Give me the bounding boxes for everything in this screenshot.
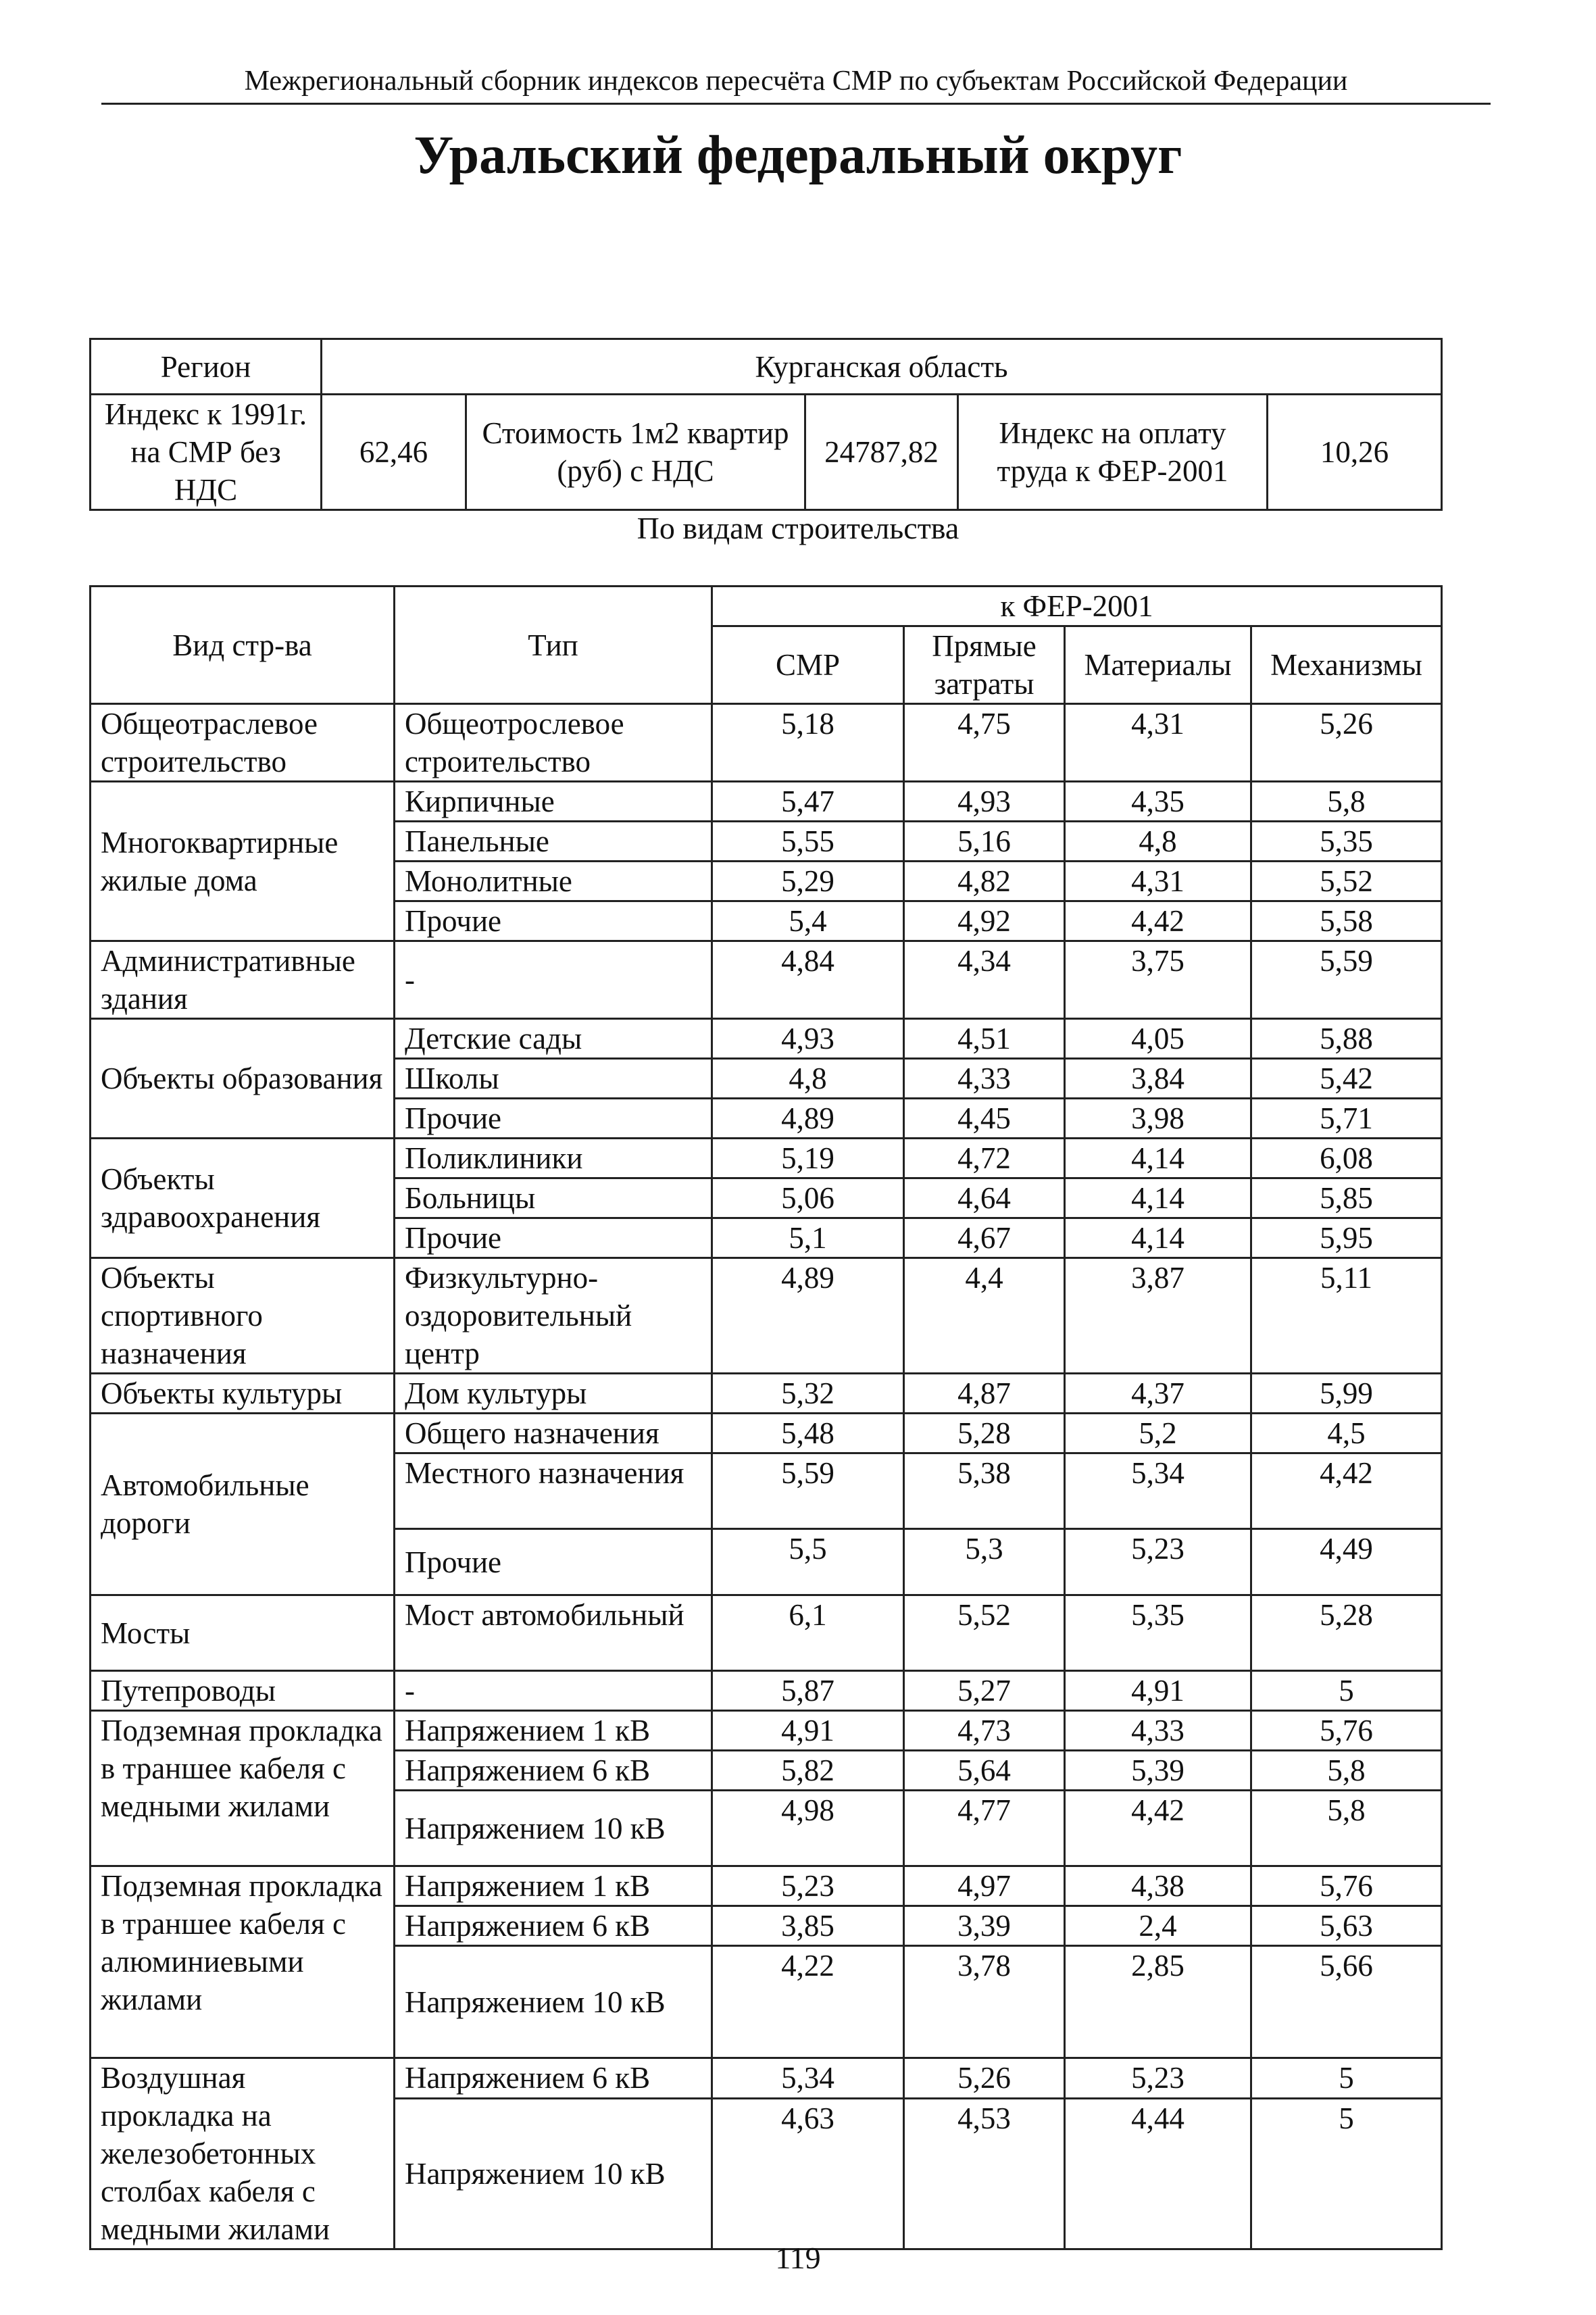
smr-value-cell: 4,22 [712,1946,904,2058]
construction-type-cell: Кирпичные [395,782,712,822]
construction-kind-cell: Многоквартирные жилые дома [91,782,395,941]
machines-value-cell: 5,35 [1251,822,1442,862]
smr-value-cell: 5,47 [712,782,904,822]
table-row [91,1258,1442,1374]
region-summary-table [89,338,1443,511]
machines-value-cell: 5,99 [1251,1374,1442,1414]
construction-kind-cell: Подземная прокладка в траншее кабеля с медными жилами [91,1711,395,1866]
construction-type-cell: Общеотрослевое строительство [395,704,712,782]
materials-value-cell: 4,91 [1065,1671,1251,1711]
header-kind: Вид стр-ва [91,587,395,704]
table-row [91,1711,1442,1751]
smr-value-cell: 5,23 [712,1866,904,1906]
machines-value-cell: 5,63 [1251,1906,1442,1946]
materials-value-cell: 4,44 [1065,2098,1251,2249]
construction-type-cell: Прочие [395,1218,712,1258]
direct-costs-value-cell: 4,92 [904,901,1065,941]
smr-value-cell: 4,98 [712,1791,904,1866]
table-row [91,1866,1442,1906]
machines-value-cell: 5,28 [1251,1595,1442,1671]
materials-value-cell: 2,4 [1065,1906,1251,1946]
header-smr: СМР [712,626,904,704]
materials-value-cell: 3,98 [1065,1099,1251,1139]
construction-type-cell: Напряжением 6 кВ [395,1751,712,1791]
direct-costs-value-cell: 5,52 [904,1595,1065,1671]
header-type: Тип [395,587,712,704]
wage-index-label: Индекс на оплату труда к ФЕР-2001 [958,395,1268,510]
smr-value-cell: 4,63 [712,2098,904,2249]
direct-costs-value-cell: 5,27 [904,1671,1065,1711]
table-row [91,1595,1442,1671]
direct-costs-value-cell: 4,72 [904,1139,1065,1178]
table-row [91,1374,1442,1414]
cost-label: Стоимость 1м2 квартир (руб) с НДС [466,395,805,510]
smr-value-cell: 5,59 [712,1453,904,1529]
table-row [91,782,1442,822]
machines-value-cell: 4,42 [1251,1453,1442,1529]
smr-value-cell: 5,32 [712,1374,904,1414]
direct-costs-value-cell: 4,33 [904,1059,1065,1099]
direct-costs-value-cell: 4,97 [904,1866,1065,1906]
materials-value-cell: 4,14 [1065,1139,1251,1178]
table-row [91,1019,1442,1059]
smr-value-cell: 5,82 [712,1751,904,1791]
direct-costs-value-cell: 4,34 [904,941,1065,1019]
smr-value-cell: 5,18 [712,704,904,782]
section-caption: По видам строительства [637,511,959,545]
construction-type-cell: Больницы [395,1178,712,1218]
header-direct-costs: Прямые затраты [904,626,1065,704]
smr-value-cell: 5,19 [712,1139,904,1178]
direct-costs-value-cell: 5,38 [904,1453,1065,1529]
materials-value-cell: 5,23 [1065,1529,1251,1595]
direct-costs-value-cell: 4,45 [904,1099,1065,1139]
table-row [91,2058,1442,2099]
materials-value-cell: 4,37 [1065,1374,1251,1414]
materials-value-cell: 5,23 [1065,2058,1251,2099]
machines-value-cell: 5,95 [1251,1218,1442,1258]
construction-type-cell: Мост автомобильный [395,1595,712,1671]
direct-costs-value-cell: 4,87 [904,1374,1065,1414]
table-row [91,1671,1442,1711]
running-header: Межрегиональный сборник индексов пересчёта СМР по субъектам Российской Федерации [101,59,1491,105]
direct-costs-value-cell: 3,78 [904,1946,1065,2058]
machines-value-cell: 5,11 [1251,1258,1442,1374]
cost-value: 24787,82 [805,395,958,510]
table-row [91,1414,1442,1453]
direct-costs-value-cell: 5,26 [904,2058,1065,2099]
machines-value-cell: 5,59 [1251,941,1442,1019]
materials-value-cell: 2,85 [1065,1946,1251,2058]
materials-value-cell: 5,35 [1065,1595,1251,1671]
direct-costs-value-cell: 4,51 [904,1019,1065,1059]
materials-value-cell: 4,33 [1065,1711,1251,1751]
construction-type-cell: Панельные [395,822,712,862]
machines-value-cell: 5,76 [1251,1866,1442,1906]
direct-costs-value-cell: 4,64 [904,1178,1065,1218]
smr-value-cell: 4,8 [712,1059,904,1099]
smr-value-cell: 5,06 [712,1178,904,1218]
smr-value-cell: 5,29 [712,862,904,901]
materials-value-cell: 5,2 [1065,1414,1251,1453]
smr-value-cell: 5,87 [712,1671,904,1711]
construction-kind-cell: Воздушная прокладка на железобетонных столбах кабеля с медными жилами [91,2058,395,2249]
direct-costs-value-cell: 4,82 [904,862,1065,901]
construction-kind-cell: Объекты спортивного назначения [91,1258,395,1374]
direct-costs-value-cell: 4,73 [904,1711,1065,1751]
direct-costs-value-cell: 4,53 [904,2098,1065,2249]
machines-value-cell: 5,8 [1251,782,1442,822]
construction-type-cell: Напряжением 10 кВ [395,1791,712,1866]
construction-type-cell: Общего назначения [395,1414,712,1453]
materials-value-cell: 5,39 [1065,1751,1251,1791]
index-label: Индекс к 1991г. на СМР без НДС [91,395,322,510]
materials-value-cell: 4,42 [1065,1791,1251,1866]
direct-costs-value-cell: 4,4 [904,1258,1065,1374]
construction-kind-cell: Общеотраслевое строительство [91,704,395,782]
machines-value-cell: 5,71 [1251,1099,1442,1139]
machines-value-cell: 5,8 [1251,1791,1442,1866]
materials-value-cell: 4,35 [1065,782,1251,822]
smr-value-cell: 4,84 [712,941,904,1019]
construction-type-cell: - [395,941,712,1019]
index-value: 62,46 [322,395,466,510]
construction-kind-cell: Объекты здравоохранения [91,1139,395,1258]
materials-value-cell: 4,14 [1065,1218,1251,1258]
materials-value-cell: 5,34 [1065,1453,1251,1529]
header-materials: Материалы [1065,626,1251,704]
direct-costs-value-cell: 5,64 [904,1751,1065,1791]
direct-costs-value-cell: 5,3 [904,1529,1065,1595]
smr-value-cell: 3,85 [712,1906,904,1946]
wage-index-value: 10,26 [1268,395,1442,510]
construction-type-cell: Прочие [395,1099,712,1139]
materials-value-cell: 4,31 [1065,704,1251,782]
construction-kind-cell: Подземная прокладка в траншее кабеля с алюминиевыми жилами [91,1866,395,2058]
header-machines: Механизмы [1251,626,1442,704]
smr-value-cell: 4,91 [712,1711,904,1751]
construction-type-cell: Напряжением 6 кВ [395,1906,712,1946]
materials-value-cell: 4,8 [1065,822,1251,862]
machines-value-cell: 5,66 [1251,1946,1442,2058]
direct-costs-value-cell: 4,75 [904,704,1065,782]
construction-type-cell: Напряжением 10 кВ [395,2098,712,2249]
construction-type-cell: Детские сады [395,1019,712,1059]
construction-type-cell: Напряжением 10 кВ [395,1946,712,2058]
direct-costs-value-cell: 4,93 [904,782,1065,822]
machines-value-cell: 5,8 [1251,1751,1442,1791]
smr-value-cell: 4,93 [712,1019,904,1059]
machines-value-cell: 5 [1251,2098,1442,2249]
materials-value-cell: 3,75 [1065,941,1251,1019]
machines-value-cell: 5,76 [1251,1711,1442,1751]
construction-type-cell: Дом культуры [395,1374,712,1414]
table-body [91,704,1442,2249]
materials-value-cell: 4,42 [1065,901,1251,941]
direct-costs-value-cell: 4,67 [904,1218,1065,1258]
smr-value-cell: 5,55 [712,822,904,862]
materials-value-cell: 4,38 [1065,1866,1251,1906]
machines-value-cell: 6,08 [1251,1139,1442,1178]
construction-type-cell: Школы [395,1059,712,1099]
direct-costs-value-cell: 5,16 [904,822,1065,862]
smr-value-cell: 4,89 [712,1099,904,1139]
machines-value-cell: 5,52 [1251,862,1442,901]
smr-value-cell: 4,89 [712,1258,904,1374]
smr-value-cell: 6,1 [712,1595,904,1671]
construction-kind-cell: Автомобильные дороги [91,1414,395,1595]
materials-value-cell: 4,05 [1065,1019,1251,1059]
construction-type-cell: Напряжением 1 кВ [395,1711,712,1751]
construction-kind-cell: Мосты [91,1595,395,1671]
machines-value-cell: 5,88 [1251,1019,1442,1059]
page-number: 119 [775,2241,821,2275]
machines-value-cell: 5,58 [1251,901,1442,941]
machines-value-cell: 5,26 [1251,704,1442,782]
table-row [91,1139,1442,1178]
construction-type-cell: - [395,1671,712,1711]
construction-type-cell: Напряжением 6 кВ [395,2058,712,2099]
construction-kind-cell: Административные здания [91,941,395,1019]
table-row [91,704,1442,782]
machines-value-cell: 5 [1251,2058,1442,2099]
construction-index-table [89,585,1443,2250]
smr-value-cell: 5,1 [712,1218,904,1258]
machines-value-cell: 5,42 [1251,1059,1442,1099]
construction-type-cell: Монолитные [395,862,712,901]
construction-kind-cell: Объекты культуры [91,1374,395,1414]
machines-value-cell: 4,5 [1251,1414,1442,1453]
smr-value-cell: 5,48 [712,1414,904,1453]
construction-type-cell: Физкультурно-оздоровительный центр [395,1258,712,1374]
materials-value-cell: 4,31 [1065,862,1251,901]
smr-value-cell: 5,4 [712,901,904,941]
smr-value-cell: 5,5 [712,1529,904,1595]
construction-type-cell: Поликлиники [395,1139,712,1178]
construction-type-cell: Напряжением 1 кВ [395,1866,712,1906]
table-row [91,941,1442,1019]
construction-type-cell: Местного назначения [395,1453,712,1529]
region-label: Регион [91,339,322,395]
machines-value-cell: 4,49 [1251,1529,1442,1595]
machines-value-cell: 5 [1251,1671,1442,1711]
materials-value-cell: 4,14 [1065,1178,1251,1218]
region-value: Курганская область [322,339,1442,395]
direct-costs-value-cell: 4,77 [904,1791,1065,1866]
materials-value-cell: 3,84 [1065,1059,1251,1099]
header-fer-group: к ФЕР-2001 [712,587,1442,626]
construction-kind-cell: Объекты образования [91,1019,395,1139]
construction-type-cell: Прочие [395,1529,712,1595]
construction-kind-cell: Путепроводы [91,1671,395,1711]
construction-type-cell: Прочие [395,901,712,941]
machines-value-cell: 5,85 [1251,1178,1442,1218]
smr-value-cell: 5,34 [712,2058,904,2099]
materials-value-cell: 3,87 [1065,1258,1251,1374]
page-title: Уральский федеральный округ [414,126,1182,185]
direct-costs-value-cell: 5,28 [904,1414,1065,1453]
direct-costs-value-cell: 3,39 [904,1906,1065,1946]
